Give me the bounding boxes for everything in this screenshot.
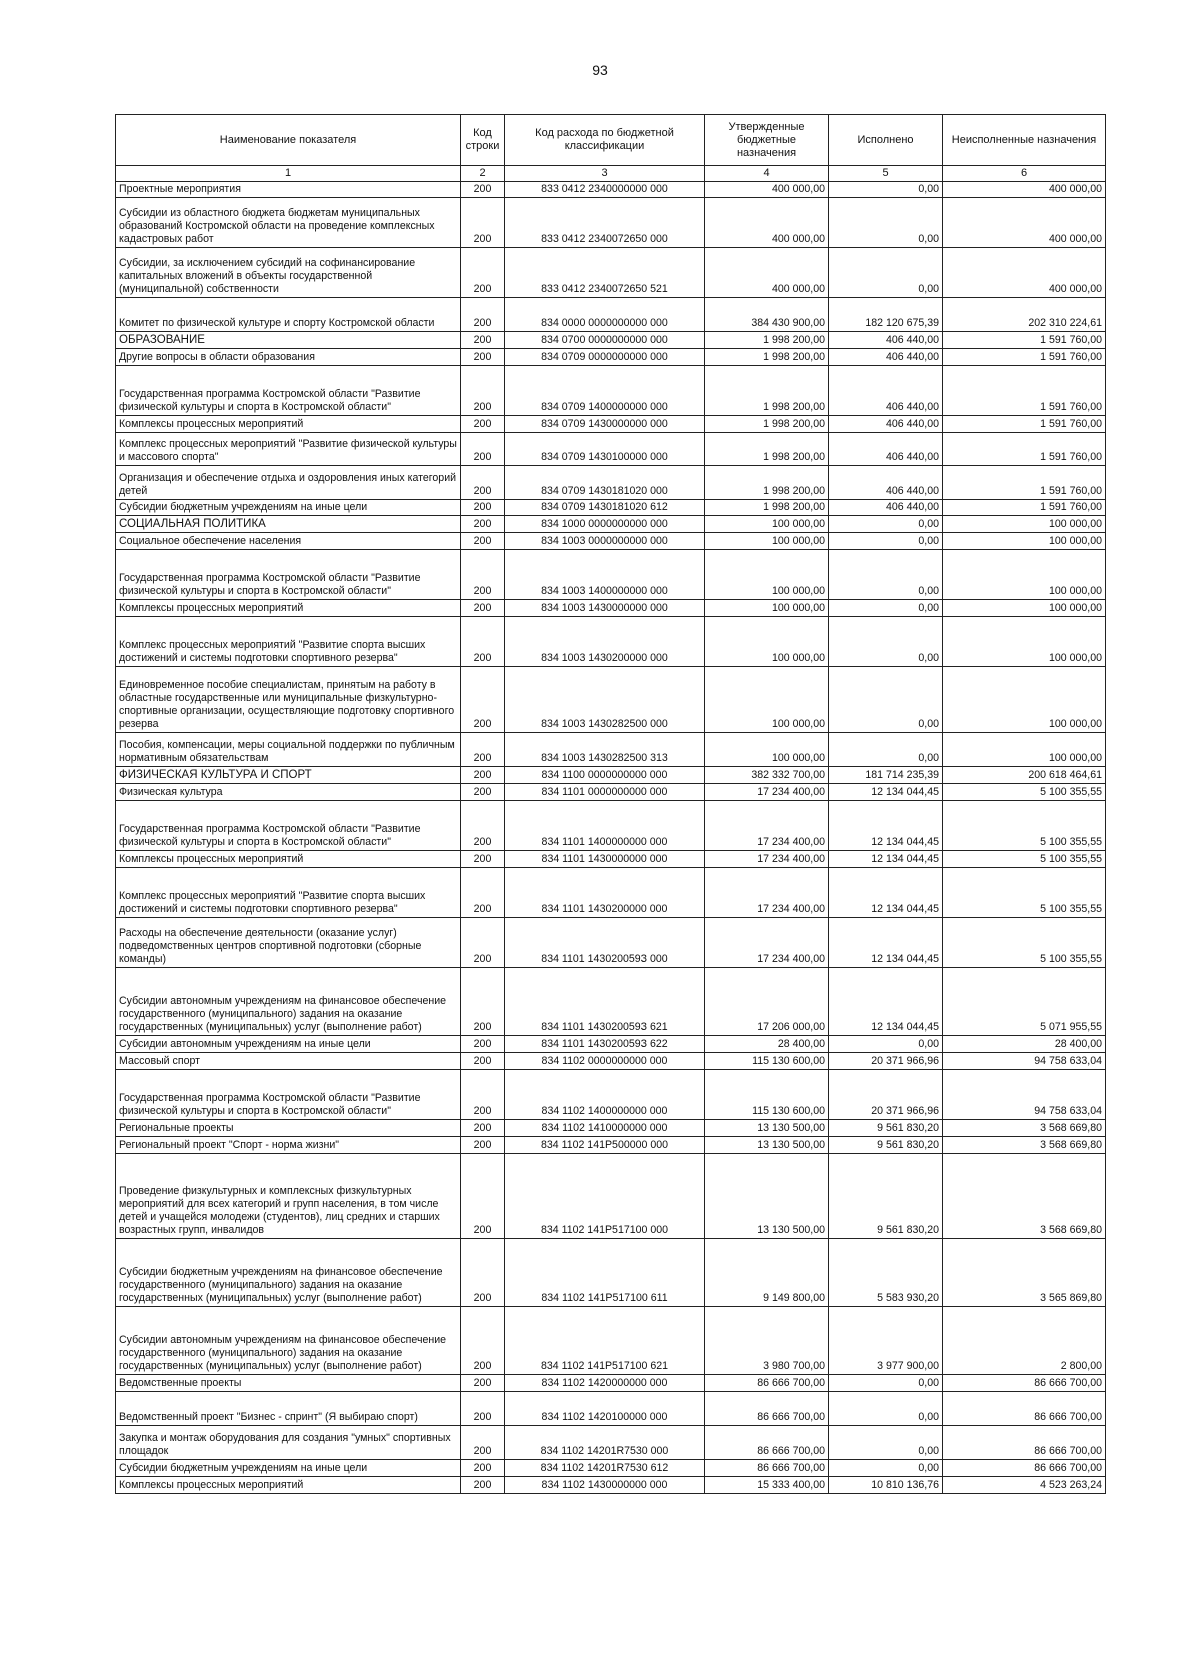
table-row [116,1307,1106,1375]
budget-execution-table [115,114,1106,1494]
row-line-code-cell: 200 [461,1053,505,1070]
row-approved-cell: 17 234 400,00 [705,918,829,968]
row-executed-cell: 406 440,00 [829,366,943,416]
row-classification-cell: 834 1102 0000000000 000 [505,1053,705,1070]
row-name-cell: Проектные мероприятия [116,182,461,198]
row-executed-cell: 406 440,00 [829,332,943,349]
table-row [116,617,1106,667]
row-remaining-cell: 100 000,00 [943,667,1106,733]
row-remaining-cell: 86 666 700,00 [943,1426,1106,1460]
row-remaining-cell: 400 000,00 [943,198,1106,248]
row-classification-cell: 834 1102 1410000000 000 [505,1120,705,1137]
column-number: 1 [116,166,461,182]
row-name-cell: ОБРАЗОВАНИЕ [116,332,461,349]
row-line-code-cell: 200 [461,801,505,851]
row-classification-cell: 834 0709 1430181020 000 [505,466,705,500]
row-executed-cell: 0,00 [829,1036,943,1053]
row-classification-cell: 834 1102 141P500000 000 [505,1137,705,1154]
table-row [116,667,1106,733]
row-classification-cell: 834 0709 0000000000 000 [505,349,705,366]
row-approved-cell: 100 000,00 [705,617,829,667]
row-classification-cell: 834 1102 141P517100 611 [505,1239,705,1307]
row-approved-cell: 17 234 400,00 [705,801,829,851]
table-row [116,1137,1106,1154]
table-row [116,1392,1106,1426]
row-line-code-cell: 200 [461,1137,505,1154]
row-executed-cell: 0,00 [829,1460,943,1477]
row-approved-cell: 86 666 700,00 [705,1375,829,1392]
row-approved-cell: 115 130 600,00 [705,1053,829,1070]
row-remaining-cell: 94 758 633,04 [943,1053,1106,1070]
row-remaining-cell: 1 591 760,00 [943,433,1106,466]
row-line-code-cell: 200 [461,851,505,868]
row-approved-cell: 100 000,00 [705,516,829,533]
table-row [116,1120,1106,1137]
row-remaining-cell: 3 568 669,80 [943,1120,1106,1137]
row-name-cell: Субсидии автономным учреждениям на финансовое обеспечение государственного (муниципального) задания на оказание государственных (муниципальных) услуг (выполнение работ) [116,968,461,1036]
row-name-cell: Субсидии бюджетным учреждениям на иные цели [116,500,461,516]
row-approved-cell: 86 666 700,00 [705,1460,829,1477]
row-remaining-cell: 1 591 760,00 [943,349,1106,366]
row-classification-cell: 834 1003 1400000000 000 [505,550,705,600]
row-classification-cell: 834 0709 1430181020 612 [505,500,705,516]
column-number: 4 [705,166,829,182]
row-classification-cell: 834 1101 0000000000 000 [505,784,705,801]
row-remaining-cell: 1 591 760,00 [943,466,1106,500]
row-executed-cell: 0,00 [829,1426,943,1460]
row-remaining-cell: 400 000,00 [943,182,1106,198]
row-name-cell: Комплекс процессных мероприятий "Развитие физической культуры и массового спорта" [116,433,461,466]
table-row [116,1426,1106,1460]
row-approved-cell: 3 980 700,00 [705,1307,829,1375]
row-remaining-cell: 100 000,00 [943,617,1106,667]
row-classification-cell: 834 1000 0000000000 000 [505,516,705,533]
row-remaining-cell: 4 523 263,24 [943,1477,1106,1494]
row-remaining-cell: 5 100 355,55 [943,918,1106,968]
row-line-code-cell: 200 [461,466,505,500]
table-header-row [116,115,1106,166]
row-approved-cell: 100 000,00 [705,667,829,733]
row-remaining-cell: 400 000,00 [943,248,1106,298]
header-line-code: Код строки [461,115,505,166]
row-line-code-cell: 200 [461,298,505,332]
row-line-code-cell: 200 [461,533,505,550]
row-executed-cell: 0,00 [829,550,943,600]
row-line-code-cell: 200 [461,868,505,918]
table-row [116,182,1106,198]
row-approved-cell: 382 332 700,00 [705,767,829,784]
row-approved-cell: 13 130 500,00 [705,1137,829,1154]
table-row [116,733,1106,767]
row-remaining-cell: 5 071 955,55 [943,968,1106,1036]
table-row [116,1477,1106,1494]
row-name-cell: Государственная программа Костромской области "Развитие физической культуры и спорта в Костромской области" [116,1070,461,1120]
row-line-code-cell: 200 [461,550,505,600]
row-line-code-cell: 200 [461,617,505,667]
table-row [116,784,1106,801]
row-executed-cell: 181 714 235,39 [829,767,943,784]
row-line-code-cell: 200 [461,1307,505,1375]
row-line-code-cell: 200 [461,600,505,617]
row-name-cell: Государственная программа Костромской области "Развитие физической культуры и спорта в Костромской области" [116,550,461,600]
table-row [116,968,1106,1036]
table-row [116,349,1106,366]
row-name-cell: ФИЗИЧЕСКАЯ КУЛЬТУРА И СПОРТ [116,767,461,784]
column-number: 2 [461,166,505,182]
row-name-cell: Комплекс процессных мероприятий "Развитие спорта высших достижений и системы подготовки спортивного резерва" [116,868,461,918]
row-executed-cell: 406 440,00 [829,500,943,516]
row-name-cell: Региональные проекты [116,1120,461,1137]
row-classification-cell: 834 1100 0000000000 000 [505,767,705,784]
row-name-cell: Единовременное пособие специалистам, принятым на работу в областные государственные или муниципальные физкультурно-спортивные организации, осуществляющие подготовку спортивного резерва [116,667,461,733]
table-row [116,851,1106,868]
row-name-cell: Субсидии автономным учреждениям на финансовое обеспечение государственного (муниципального) задания на оказание государственных (муниципальных) услуг (выполнение работ) [116,1307,461,1375]
table-row [116,600,1106,617]
row-approved-cell: 28 400,00 [705,1036,829,1053]
row-executed-cell: 9 561 830,20 [829,1120,943,1137]
header-approved: Утвержденные бюджетные назначения [705,115,829,166]
row-name-cell: Комплексы процессных мероприятий [116,600,461,617]
row-classification-cell: 834 1101 1430200000 000 [505,868,705,918]
column-number: 5 [829,166,943,182]
row-name-cell: Государственная программа Костромской области "Развитие физической культуры и спорта в Костромской области" [116,366,461,416]
table-row [116,1460,1106,1477]
header-classification-code: Код расхода по бюджетной классификации [505,115,705,166]
row-executed-cell: 406 440,00 [829,416,943,433]
row-classification-cell: 834 1102 141P517100 621 [505,1307,705,1375]
row-classification-cell: 834 1101 1430000000 000 [505,851,705,868]
row-name-cell: Комитет по физической культуре и спорту Костромской области [116,298,461,332]
row-approved-cell: 17 234 400,00 [705,868,829,918]
row-remaining-cell: 28 400,00 [943,1036,1106,1053]
row-remaining-cell: 202 310 224,61 [943,298,1106,332]
table-row [116,416,1106,433]
row-executed-cell: 0,00 [829,617,943,667]
row-classification-cell: 834 1003 1430282500 000 [505,667,705,733]
table-row [116,500,1106,516]
row-remaining-cell: 5 100 355,55 [943,851,1106,868]
row-classification-cell: 833 0412 2340000000 000 [505,182,705,198]
row-name-cell: Государственная программа Костромской области "Развитие физической культуры и спорта в Костромской области" [116,801,461,851]
row-classification-cell: 834 1102 1430000000 000 [505,1477,705,1494]
row-line-code-cell: 200 [461,500,505,516]
row-approved-cell: 1 998 200,00 [705,500,829,516]
table-row [116,550,1106,600]
row-name-cell: Комплексы процессных мероприятий [116,1477,461,1494]
row-remaining-cell: 1 591 760,00 [943,332,1106,349]
row-classification-cell: 834 0000 0000000000 000 [505,298,705,332]
row-line-code-cell: 200 [461,349,505,366]
header-indicator-name: Наименование показателя [116,115,461,166]
row-remaining-cell: 100 000,00 [943,733,1106,767]
row-approved-cell: 1 998 200,00 [705,433,829,466]
table-body [116,182,1106,1494]
row-name-cell: Проведение физкультурных и комплексных физкультурных мероприятий для всех категорий и групп населения, в том числе детей и учащейся молодежи (студентов), лиц средних и старших возрастных групп, инвалидов [116,1154,461,1239]
row-remaining-cell: 86 666 700,00 [943,1392,1106,1426]
row-line-code-cell: 200 [461,332,505,349]
row-remaining-cell: 100 000,00 [943,533,1106,550]
row-approved-cell: 86 666 700,00 [705,1392,829,1426]
row-classification-cell: 834 1101 143020059З 621 [505,968,705,1036]
row-classification-cell: 834 0709 1430100000 000 [505,433,705,466]
row-line-code-cell: 200 [461,366,505,416]
row-line-code-cell: 200 [461,1036,505,1053]
row-approved-cell: 13 130 500,00 [705,1154,829,1239]
row-approved-cell: 115 130 600,00 [705,1070,829,1120]
row-name-cell: Субсидии бюджетным учреждениям на финансовое обеспечение государственного (муниципального) задания на оказание государственных (муниципальных) услуг (выполнение работ) [116,1239,461,1307]
header-remaining: Неисполненные назначения [943,115,1106,166]
row-remaining-cell: 3 568 669,80 [943,1154,1106,1239]
table-row [116,366,1106,416]
row-executed-cell: 406 440,00 [829,349,943,366]
row-name-cell: Массовый спорт [116,1053,461,1070]
header-executed: Исполнено [829,115,943,166]
row-executed-cell: 12 134 044,45 [829,968,943,1036]
row-name-cell: Пособия, компенсации, меры социальной поддержки по публичным нормативным обязательствам [116,733,461,767]
row-executed-cell: 0,00 [829,1392,943,1426]
row-executed-cell: 5 583 930,20 [829,1239,943,1307]
row-executed-cell: 0,00 [829,1375,943,1392]
row-remaining-cell: 100 000,00 [943,600,1106,617]
table-row [116,1053,1106,1070]
row-classification-cell: 834 1003 1430282500 313 [505,733,705,767]
row-name-cell: Закупка и монтаж оборудования для создания "умных" спортивных площадок [116,1426,461,1460]
row-line-code-cell: 200 [461,516,505,533]
row-name-cell: СОЦИАЛЬНАЯ ПОЛИТИКА [116,516,461,533]
row-executed-cell: 3 977 900,00 [829,1307,943,1375]
table-row [116,516,1106,533]
column-number: 3 [505,166,705,182]
row-classification-cell: 834 1102 1420000000 000 [505,1375,705,1392]
table-row [116,198,1106,248]
table-row [116,332,1106,349]
table-row [116,918,1106,968]
row-classification-cell: 834 1003 0000000000 000 [505,533,705,550]
row-executed-cell: 0,00 [829,248,943,298]
row-classification-cell: 834 1101 143020059З 622 [505,1036,705,1053]
column-number: 6 [943,166,1106,182]
table-row [116,868,1106,918]
row-approved-cell: 100 000,00 [705,533,829,550]
row-approved-cell: 100 000,00 [705,733,829,767]
row-name-cell: Физическая культура [116,784,461,801]
row-classification-cell: 834 0709 1430000000 000 [505,416,705,433]
row-remaining-cell: 200 618 464,61 [943,767,1106,784]
row-line-code-cell: 200 [461,1239,505,1307]
row-remaining-cell: 86 666 700,00 [943,1460,1106,1477]
row-remaining-cell: 1 591 760,00 [943,416,1106,433]
row-executed-cell: 12 134 044,45 [829,868,943,918]
row-executed-cell: 0,00 [829,516,943,533]
table-row [116,1375,1106,1392]
row-approved-cell: 1 998 200,00 [705,332,829,349]
row-approved-cell: 1 998 200,00 [705,366,829,416]
row-executed-cell: 0,00 [829,667,943,733]
table-row [116,298,1106,332]
row-executed-cell: 0,00 [829,182,943,198]
row-approved-cell: 17 234 400,00 [705,784,829,801]
row-line-code-cell: 200 [461,198,505,248]
row-line-code-cell: 200 [461,1375,505,1392]
row-line-code-cell: 200 [461,248,505,298]
table-row [116,248,1106,298]
row-approved-cell: 1 998 200,00 [705,349,829,366]
row-approved-cell: 86 666 700,00 [705,1426,829,1460]
row-name-cell: Социальное обеспечение населения [116,533,461,550]
row-line-code-cell: 200 [461,1070,505,1120]
table-row [116,1036,1106,1053]
row-name-cell: Комплексы процессных мероприятий [116,416,461,433]
row-remaining-cell: 3 565 869,80 [943,1239,1106,1307]
page-number: 93 [592,62,608,78]
table-row [116,1070,1106,1120]
row-approved-cell: 17 206 000,00 [705,968,829,1036]
row-classification-cell: 834 1102 14201R7530 000 [505,1426,705,1460]
row-remaining-cell: 5 100 355,55 [943,801,1106,851]
row-executed-cell: 406 440,00 [829,466,943,500]
row-approved-cell: 1 998 200,00 [705,416,829,433]
row-remaining-cell: 1 591 760,00 [943,500,1106,516]
row-classification-cell: 834 1102 141P517100 000 [505,1154,705,1239]
row-line-code-cell: 200 [461,182,505,198]
row-name-cell: Комплексы процессных мероприятий [116,851,461,868]
row-executed-cell: 0,00 [829,533,943,550]
row-line-code-cell: 200 [461,1477,505,1494]
row-line-code-cell: 200 [461,733,505,767]
row-line-code-cell: 200 [461,918,505,968]
row-name-cell: Субсидии бюджетным учреждениям на иные цели [116,1460,461,1477]
row-name-cell: Ведомственные проекты [116,1375,461,1392]
row-classification-cell: 834 0709 1400000000 000 [505,366,705,416]
row-approved-cell: 100 000,00 [705,600,829,617]
row-executed-cell: 9 561 830,20 [829,1137,943,1154]
row-classification-cell: 834 1101 1400000000 000 [505,801,705,851]
row-remaining-cell: 86 666 700,00 [943,1375,1106,1392]
row-approved-cell: 400 000,00 [705,182,829,198]
row-name-cell: Региональный проект "Спорт - норма жизни" [116,1137,461,1154]
row-executed-cell: 9 561 830,20 [829,1154,943,1239]
row-approved-cell: 13 130 500,00 [705,1120,829,1137]
row-classification-cell: 834 1101 143020059З 000 [505,918,705,968]
table-row [116,466,1106,500]
row-remaining-cell: 100 000,00 [943,516,1106,533]
row-line-code-cell: 200 [461,784,505,801]
table-row [116,767,1106,784]
row-remaining-cell: 2 800,00 [943,1307,1106,1375]
row-approved-cell: 15 333 400,00 [705,1477,829,1494]
row-classification-cell: 834 0700 0000000000 000 [505,332,705,349]
row-executed-cell: 12 134 044,45 [829,784,943,801]
row-classification-cell: 834 1003 1430200000 000 [505,617,705,667]
row-classification-cell: 834 1102 1420100000 000 [505,1392,705,1426]
row-executed-cell: 0,00 [829,198,943,248]
row-approved-cell: 100 000,00 [705,550,829,600]
row-classification-cell: 834 1102 14201R7530 612 [505,1460,705,1477]
row-executed-cell: 20 371 966,96 [829,1053,943,1070]
row-approved-cell: 1 998 200,00 [705,466,829,500]
row-approved-cell: 400 000,00 [705,248,829,298]
row-line-code-cell: 200 [461,1460,505,1477]
row-line-code-cell: 200 [461,1392,505,1426]
table-row [116,533,1106,550]
row-executed-cell: 10 810 136,76 [829,1477,943,1494]
row-classification-cell: 834 1102 1400000000 000 [505,1070,705,1120]
row-remaining-cell: 5 100 355,55 [943,784,1106,801]
row-executed-cell: 12 134 044,45 [829,918,943,968]
row-name-cell: Ведомственный проект "Бизнес - спринт" (Я выбираю спорт) [116,1392,461,1426]
row-line-code-cell: 200 [461,1154,505,1239]
table-row [116,1154,1106,1239]
row-name-cell: Организация и обеспечение отдыха и оздоровления иных категорий детей [116,466,461,500]
row-approved-cell: 400 000,00 [705,198,829,248]
row-classification-cell: 833 0412 2340072650 521 [505,248,705,298]
row-approved-cell: 17 234 400,00 [705,851,829,868]
table-row [116,433,1106,466]
row-line-code-cell: 200 [461,1426,505,1460]
row-name-cell: Субсидии, за исключением субсидий на софинансирование капитальных вложений в объекты государственной (муниципальной) собственности [116,248,461,298]
row-remaining-cell: 3 568 669,80 [943,1137,1106,1154]
row-executed-cell: 406 440,00 [829,433,943,466]
row-executed-cell: 12 134 044,45 [829,851,943,868]
row-executed-cell: 20 371 966,96 [829,1070,943,1120]
row-line-code-cell: 200 [461,416,505,433]
row-line-code-cell: 200 [461,433,505,466]
row-line-code-cell: 200 [461,667,505,733]
row-classification-cell: 834 1003 1430000000 000 [505,600,705,617]
row-classification-cell: 833 0412 2340072650 000 [505,198,705,248]
row-name-cell: Комплекс процессных мероприятий "Развитие спорта высших достижений и системы подготовки спортивного резерва" [116,617,461,667]
row-name-cell: Субсидии из областного бюджета бюджетам муниципальных образований Костромской области на проведение комплексных кадастровых работ [116,198,461,248]
row-name-cell: Расходы на обеспечение деятельности (оказание услуг) подведомственных центров спортивной подготовки (сборные команды) [116,918,461,968]
row-line-code-cell: 200 [461,1120,505,1137]
row-approved-cell: 384 430 900,00 [705,298,829,332]
row-name-cell: Другие вопросы в области образования [116,349,461,366]
row-remaining-cell: 94 758 633,04 [943,1070,1106,1120]
row-remaining-cell: 100 000,00 [943,550,1106,600]
row-executed-cell: 0,00 [829,733,943,767]
column-number-row [116,166,1106,182]
row-executed-cell: 12 134 044,45 [829,801,943,851]
row-line-code-cell: 200 [461,968,505,1036]
row-remaining-cell: 1 591 760,00 [943,366,1106,416]
table-row [116,1239,1106,1307]
row-executed-cell: 0,00 [829,600,943,617]
table-row [116,801,1106,851]
row-line-code-cell: 200 [461,767,505,784]
row-remaining-cell: 5 100 355,55 [943,868,1106,918]
row-name-cell: Субсидии автономным учреждениям на иные цели [116,1036,461,1053]
row-approved-cell: 9 149 800,00 [705,1239,829,1307]
row-executed-cell: 182 120 675,39 [829,298,943,332]
